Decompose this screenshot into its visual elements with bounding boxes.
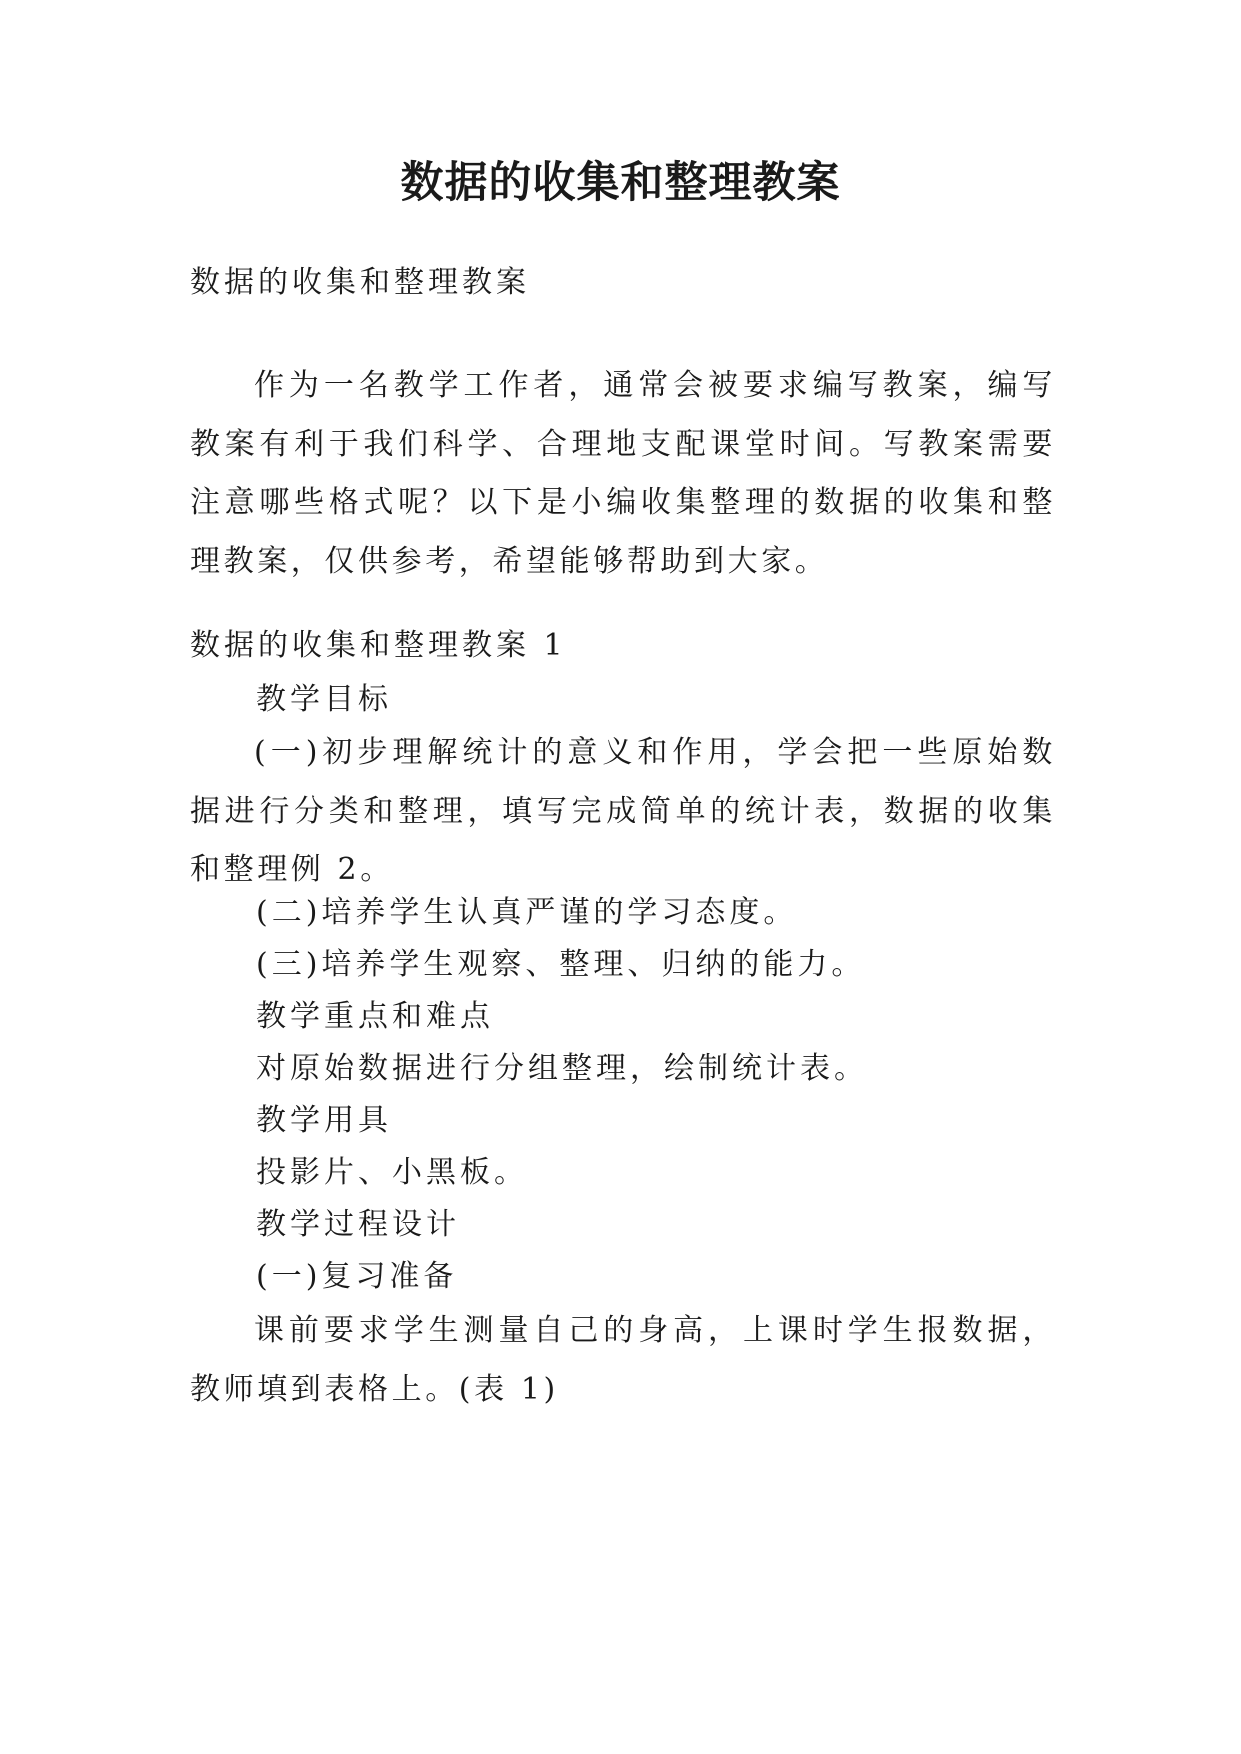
process-step-1-text: 课前要求学生测量自己的身高，上课时学生报数据，教师填到表格上。(表 1): [190, 1313, 1056, 1407]
document-subtitle: 数据的收集和整理教案: [190, 265, 530, 300]
goal-item-1: (一)初步理解统计的意义和作用，学会把一些原始数据进行分类和整理，填写完成简单的统计表，数据的收集和整理例 2。: [190, 735, 1056, 888]
tools-heading: 教学用具: [256, 1103, 392, 1138]
intro-paragraph: 作为一名教学工作者，通常会被要求编写教案，编写教案有利于我们科学、合理地支配课堂时间。写教案需要注意哪些格式呢？以下是小编收集整理的数据的收集和整理教案，仅供参考，希望能够帮助到大家。: [190, 368, 1056, 579]
teaching-goal-heading: 教学目标: [256, 682, 392, 717]
key-points-heading: 教学重点和难点: [256, 999, 494, 1034]
document-title: 数据的收集和整理教案: [400, 158, 841, 208]
tools-text: 投影片、小黑板。: [256, 1155, 528, 1190]
key-points-text: 对原始数据进行分组整理，绘制统计表。: [256, 1051, 868, 1086]
process-heading: 教学过程设计: [256, 1207, 460, 1242]
section-heading: 数据的收集和整理教案 1: [190, 628, 567, 663]
goal-item-2: (二)培养学生认真严谨的学习态度。: [256, 895, 798, 930]
process-step-1: (一)复习准备: [256, 1259, 458, 1294]
goal-item-3: (三)培养学生观察、整理、归纳的能力。: [256, 947, 866, 982]
